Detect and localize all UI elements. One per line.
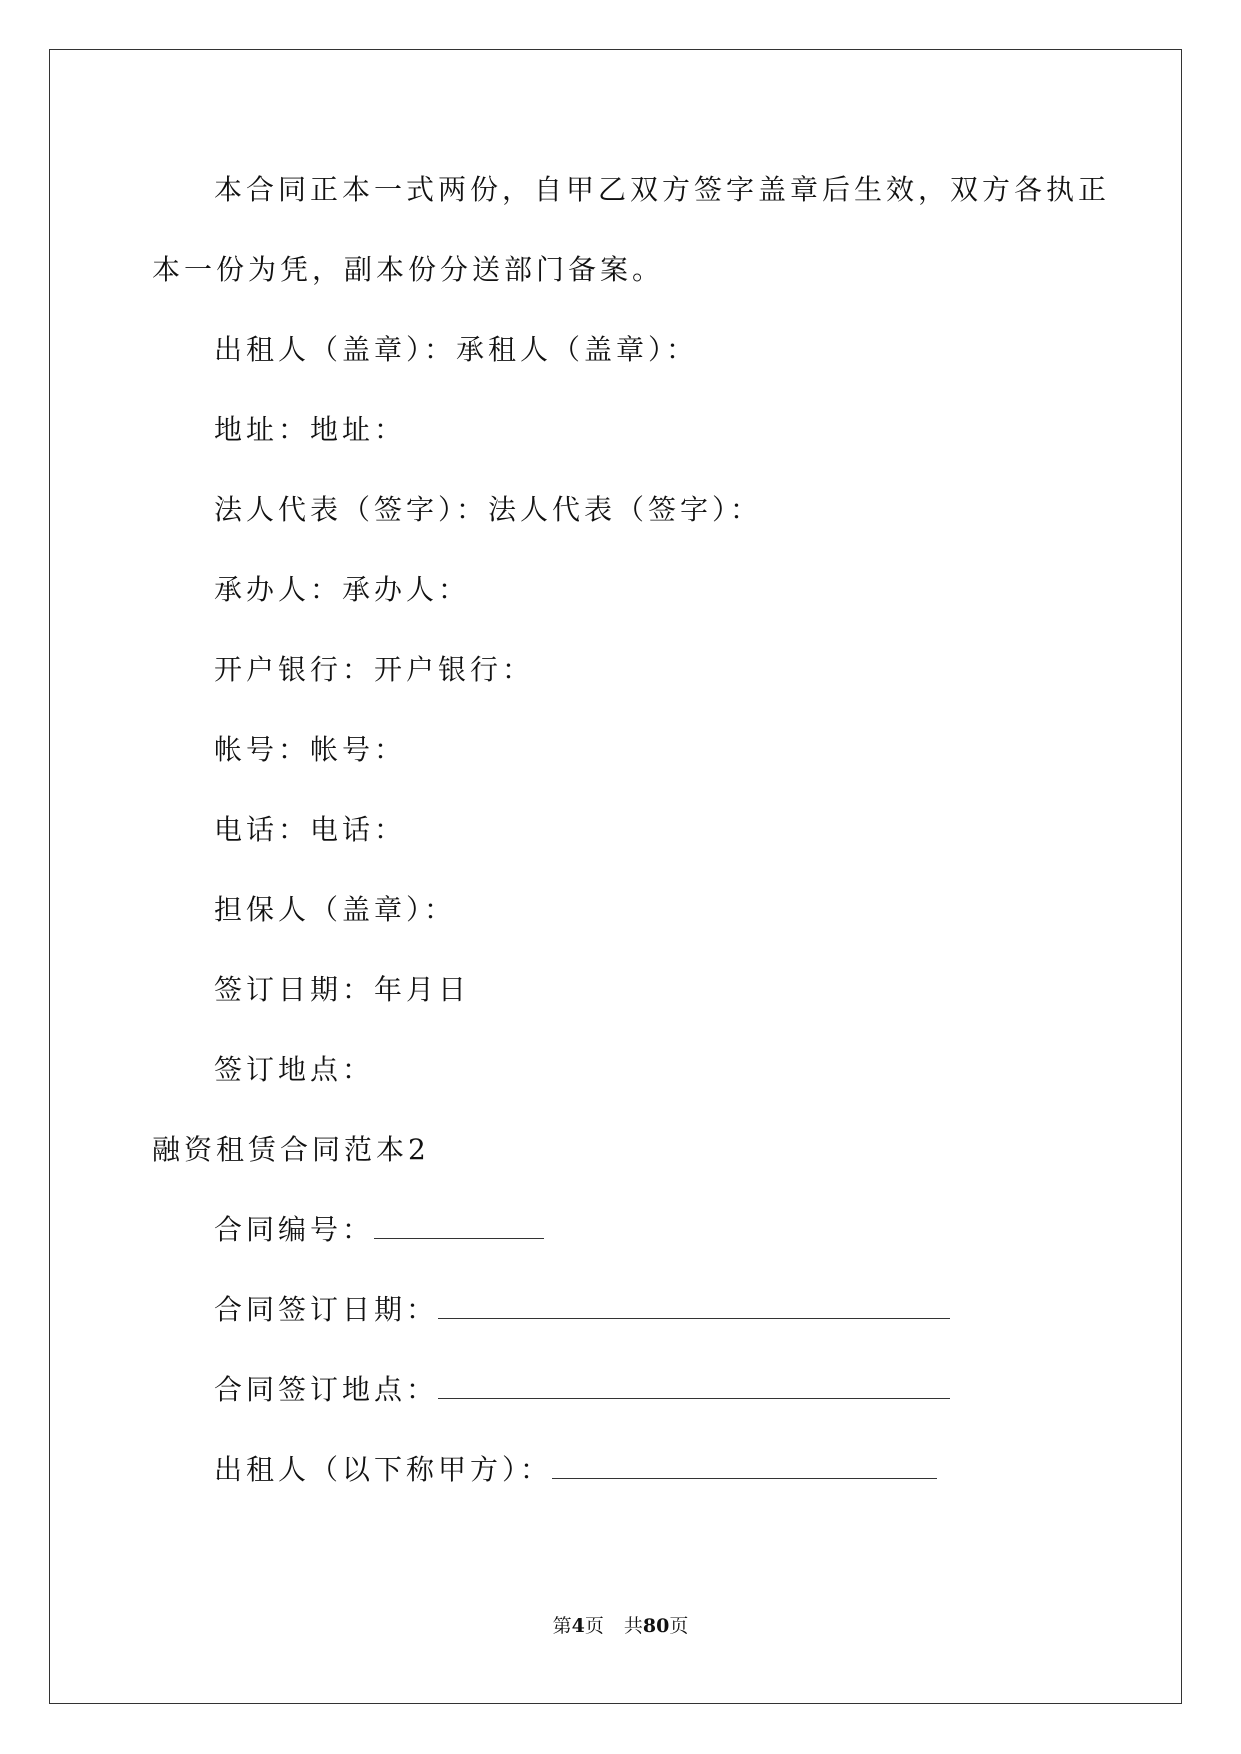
paragraph-line-2: 本一份为凭，副本份分送部门备案。	[152, 253, 665, 286]
lessor-label: 出租人（以下称甲方）：	[214, 1453, 553, 1486]
contract-place-blank	[438, 1374, 950, 1399]
contract-place-label: 合同签订地点：	[214, 1373, 439, 1406]
lessor-row	[214, 1453, 937, 1487]
signature-line-lessor-lessee: 出租人（盖章）：承租人（盖章）：	[214, 333, 699, 366]
contract-date-label: 合同签订日期：	[214, 1293, 439, 1326]
signature-line-legal-rep: 法人代表（签字）：法人代表（签字）：	[214, 493, 763, 526]
page-footer	[0, 1614, 1241, 1638]
footer-page-suffix: 页	[584, 1615, 604, 1637]
signature-line-account: 帐号：帐号：	[214, 733, 407, 766]
contract-number-blank	[374, 1214, 544, 1239]
footer-prefix: 第	[552, 1615, 572, 1637]
footer-total-pages: 80	[642, 1615, 670, 1637]
footer-page-number: 4	[571, 1615, 585, 1637]
contract-date-row	[214, 1293, 950, 1327]
signature-line-sign-place: 签订地点：	[214, 1053, 375, 1086]
footer-total-prefix: 共	[623, 1615, 643, 1637]
section-title: 融资租赁合同范本2	[152, 1133, 430, 1166]
signature-line-sign-date: 签订日期：年月日	[214, 973, 471, 1006]
signature-line-handler: 承办人：承办人：	[214, 573, 471, 606]
signature-line-phone: 电话：电话：	[214, 813, 407, 846]
contract-date-blank	[438, 1294, 950, 1319]
signature-line-guarantor: 担保人（盖章）：	[214, 893, 457, 926]
contract-number-row	[214, 1213, 544, 1247]
signature-line-bank: 开户银行：开户银行：	[214, 653, 535, 686]
signature-line-address: 地址：地址：	[214, 413, 407, 446]
footer-total-suffix: 页	[669, 1615, 689, 1637]
paragraph-line-1: 本合同正本一式两份，自甲乙双方签字盖章后生效，双方各执正	[214, 173, 1111, 206]
contract-number-label: 合同编号：	[214, 1213, 375, 1246]
lessor-blank	[552, 1454, 937, 1479]
contract-place-row	[214, 1373, 950, 1407]
